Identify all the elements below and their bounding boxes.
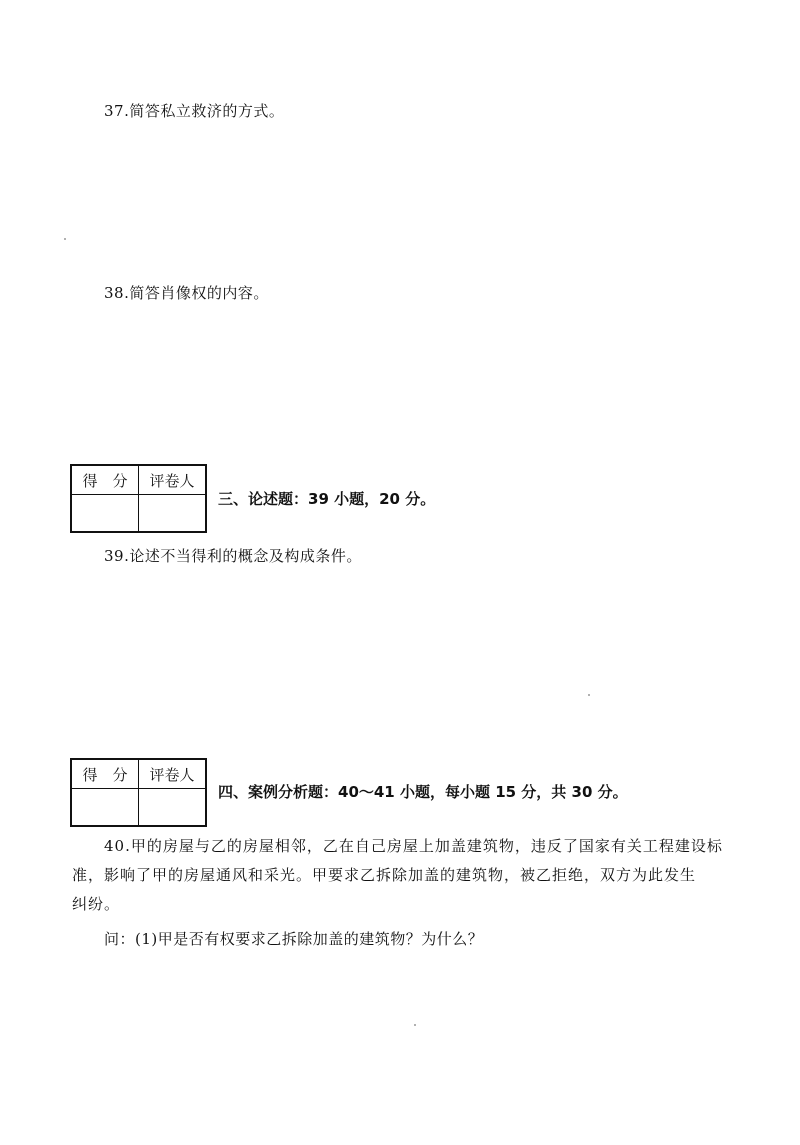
score-box-section-3 (70, 464, 207, 533)
question-39: 39.论述不当得利的概念及构成条件。 (104, 547, 362, 565)
grader-label: 评卷人 (139, 759, 207, 789)
question-40-body (72, 832, 764, 919)
question-40-line-1: 40.甲的房屋与乙的房屋相邻，乙在自己房屋上加盖建筑物，违反了国家有关工程建设标 (104, 837, 723, 855)
question-40-line-2: 准，影响了甲的房屋通风和采光。甲要求乙拆除加盖的建筑物，被乙拒绝，双方为此发生 (72, 866, 697, 884)
scan-speck (588, 694, 590, 696)
section-3-title: 三、论述题：39 小题，20 分。 (218, 490, 436, 508)
question-38: 38.简答肖像权的内容。 (104, 284, 269, 302)
section-4-title: 四、案例分析题：40～41 小题，每小题 15 分，共 30 分。 (218, 783, 628, 801)
score-label: 得 分 (71, 759, 139, 789)
score-cell (71, 789, 139, 827)
scan-speck (64, 238, 66, 240)
grader-label: 评卷人 (139, 465, 207, 495)
question-37: 37.简答私立救济的方式。 (104, 102, 285, 120)
question-40-line-3: 纠纷。 (72, 895, 121, 913)
score-box-section-4 (70, 758, 207, 827)
grader-cell (139, 789, 207, 827)
scan-speck (414, 1024, 416, 1026)
score-cell (71, 495, 139, 533)
score-label: 得 分 (71, 465, 139, 495)
grader-cell (139, 495, 207, 533)
question-40-ask: 问：(1)甲是否有权要求乙拆除加盖的建筑物？为什么？ (104, 930, 484, 948)
